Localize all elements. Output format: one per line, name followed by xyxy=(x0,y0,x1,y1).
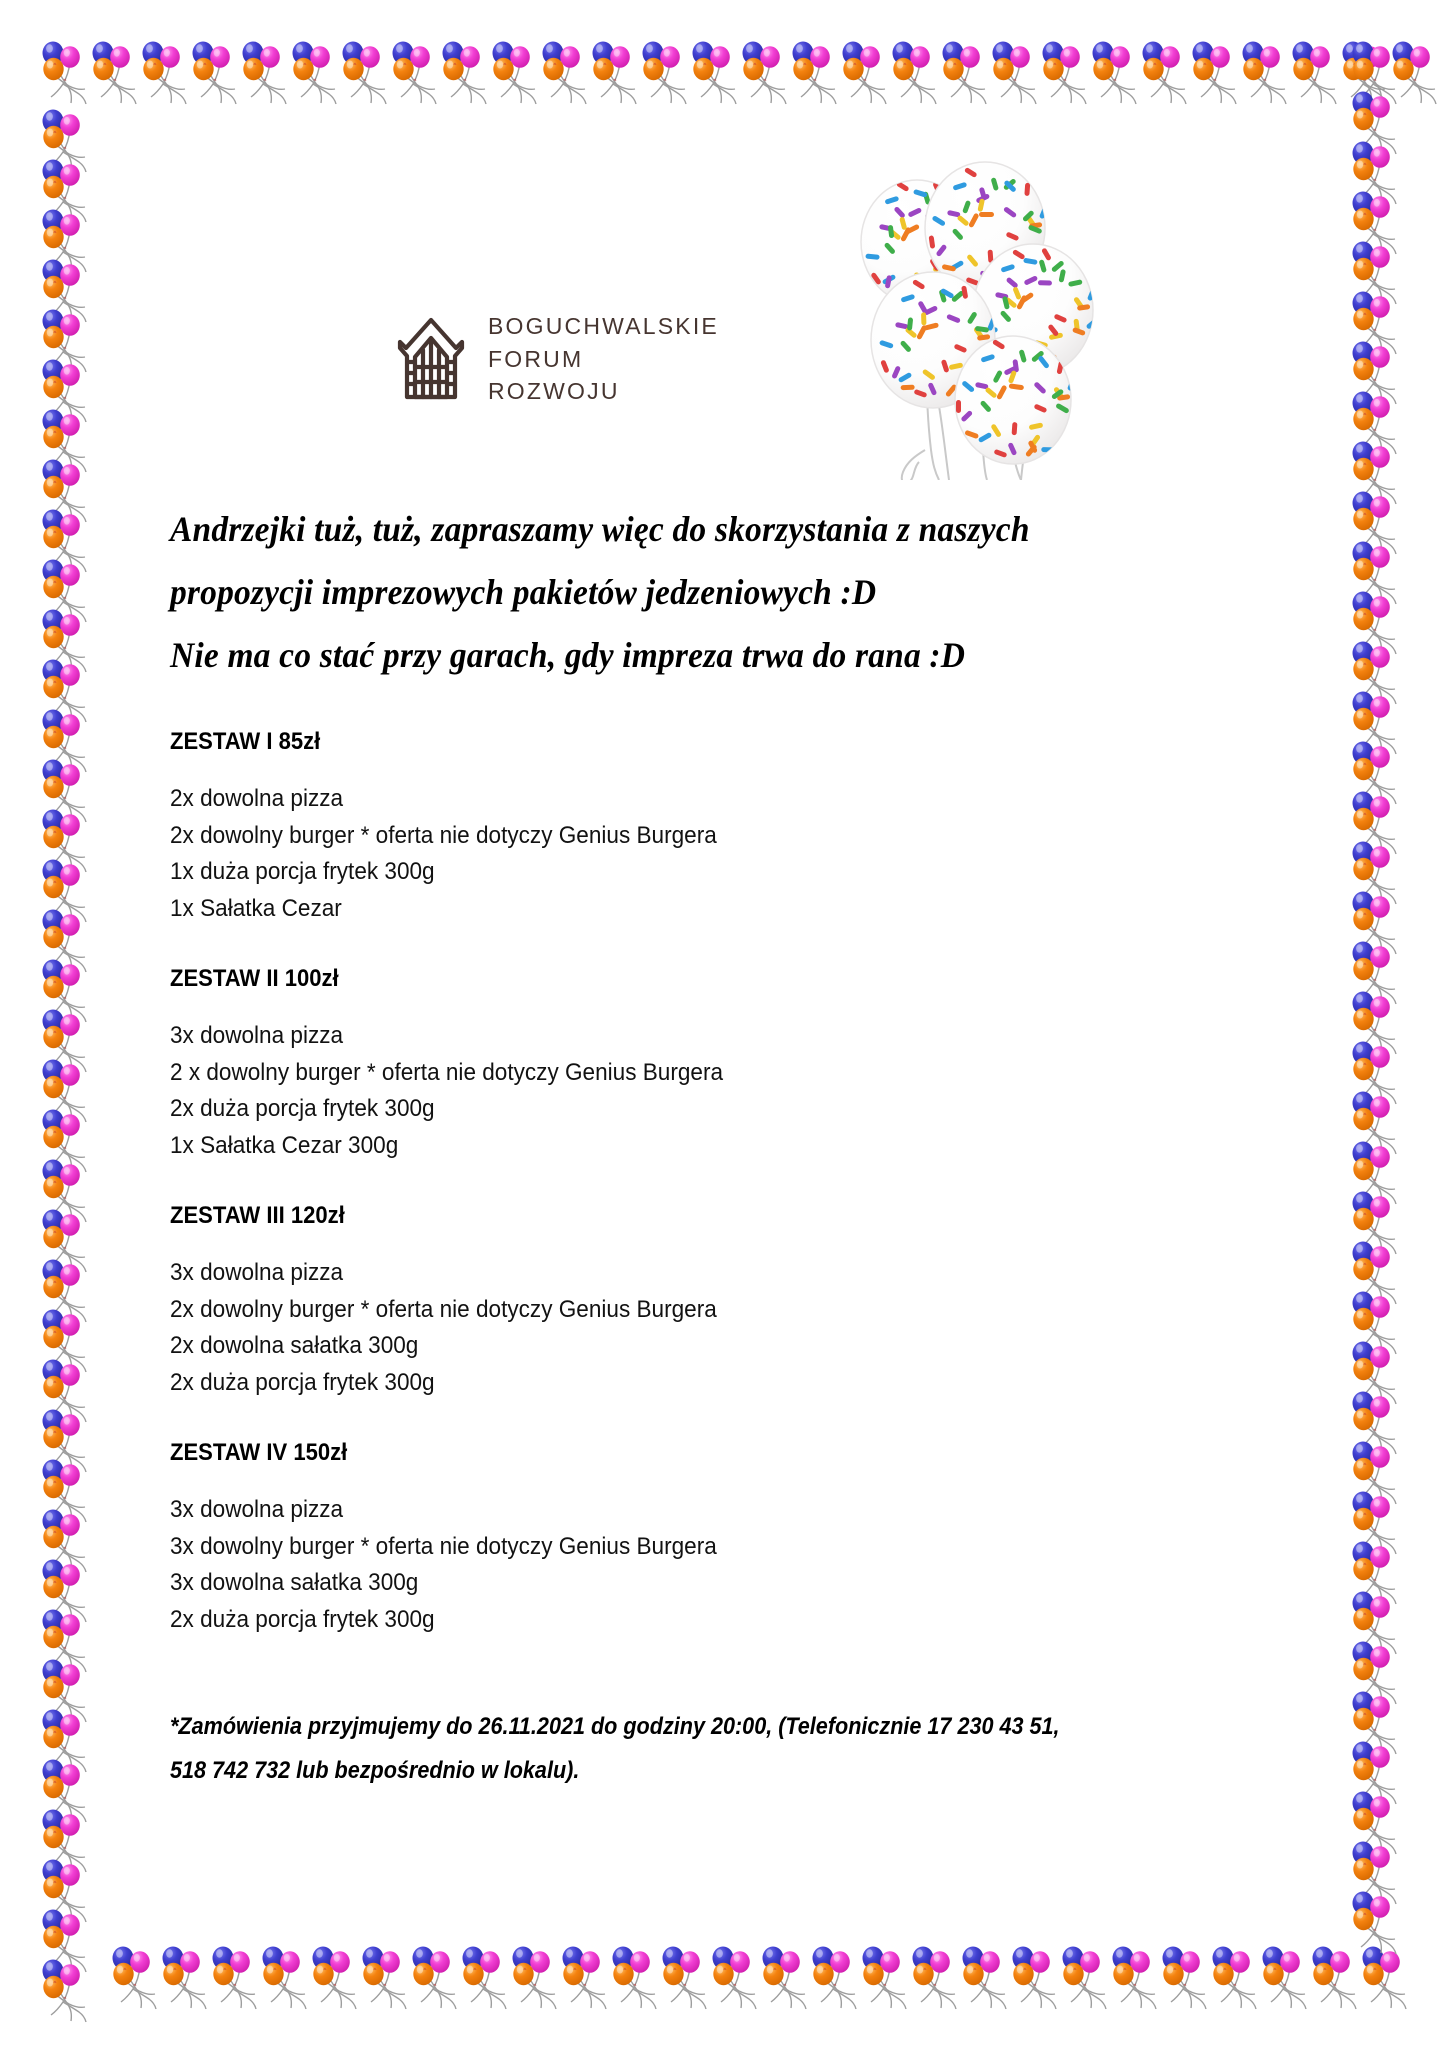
offer-set xyxy=(170,965,1290,1164)
poster-header xyxy=(0,150,1448,490)
offer-sets-list xyxy=(170,728,1290,1676)
logo-line-1: BOGUCHWALSKIE xyxy=(488,313,719,339)
set-item: 2x duża porcja frytek 300g xyxy=(170,1095,435,1122)
set-title: ZESTAW II 100zł xyxy=(170,965,339,992)
set-title: ZESTAW III 120zł xyxy=(170,1202,345,1229)
set-item: 2x dowolna pizza xyxy=(170,785,344,812)
set-item: 2x dowolna sałatka 300g xyxy=(170,1332,419,1359)
house-logo-icon xyxy=(392,315,470,403)
headline-line-1: Andrzejki tuż, tuż, zapraszamy więc do skorzystania z naszych xyxy=(170,509,1030,549)
set-item: 3x dowolna pizza xyxy=(170,1259,344,1286)
set-item: 2x dowolny burger * oferta nie dotyczy Genius Burgera xyxy=(170,1295,717,1323)
set-item: 2x duża porcja frytek 300g xyxy=(170,1368,435,1396)
set-item: 3x dowolny burger * oferta nie dotyczy Genius Burgera xyxy=(170,1532,717,1560)
logo-line-3: ROZWOJU xyxy=(488,378,620,405)
set-title: ZESTAW IV 150zł xyxy=(170,1439,348,1466)
set-item: 3x dowolna sałatka 300g xyxy=(170,1569,419,1596)
logo-line-2: FORUM xyxy=(488,345,584,372)
confetti-balloons-image xyxy=(845,150,1115,480)
set-item: 3x dowolna pizza xyxy=(170,1022,344,1049)
set-item: 2x duża porcja frytek 300g xyxy=(170,1605,435,1633)
set-item: 2 x dowolny burger * oferta nie dotyczy Genius Burgera xyxy=(170,1058,724,1086)
set-item: 1x Sałatka Cezar xyxy=(170,894,342,922)
poster-headline xyxy=(170,498,1270,687)
offer-set xyxy=(170,1202,1290,1401)
headline-line-3: Nie ma co stać przy garach, gdy impreza trwa do rana :D xyxy=(170,635,966,675)
set-item: 1x Sałatka Cezar 300g xyxy=(170,1131,399,1159)
organization-logo xyxy=(392,310,719,408)
offer-set xyxy=(170,1439,1290,1638)
footnote-line-2: 518 742 732 lub bezpośrednio w lokalu). xyxy=(170,1757,580,1784)
set-item: 1x duża porcja frytek 300g xyxy=(170,858,435,885)
footnote-line-1: *Zamówienia przyjmujemy do 26.11.2021 do godziny 20:00, (Telefonicznie 17 230 43 51, xyxy=(170,1713,1060,1740)
set-item: 3x dowolna pizza xyxy=(170,1496,344,1523)
logo-wordmark xyxy=(488,310,719,408)
set-item: 2x dowolny burger * oferta nie dotyczy Genius Burgera xyxy=(170,821,717,849)
order-footnote xyxy=(170,1705,1290,1793)
offer-set xyxy=(170,728,1290,927)
headline-line-2: propozycji imprezowych pakietów jedzeniowych :D xyxy=(170,572,877,612)
set-title: ZESTAW I 85zł xyxy=(170,728,321,755)
